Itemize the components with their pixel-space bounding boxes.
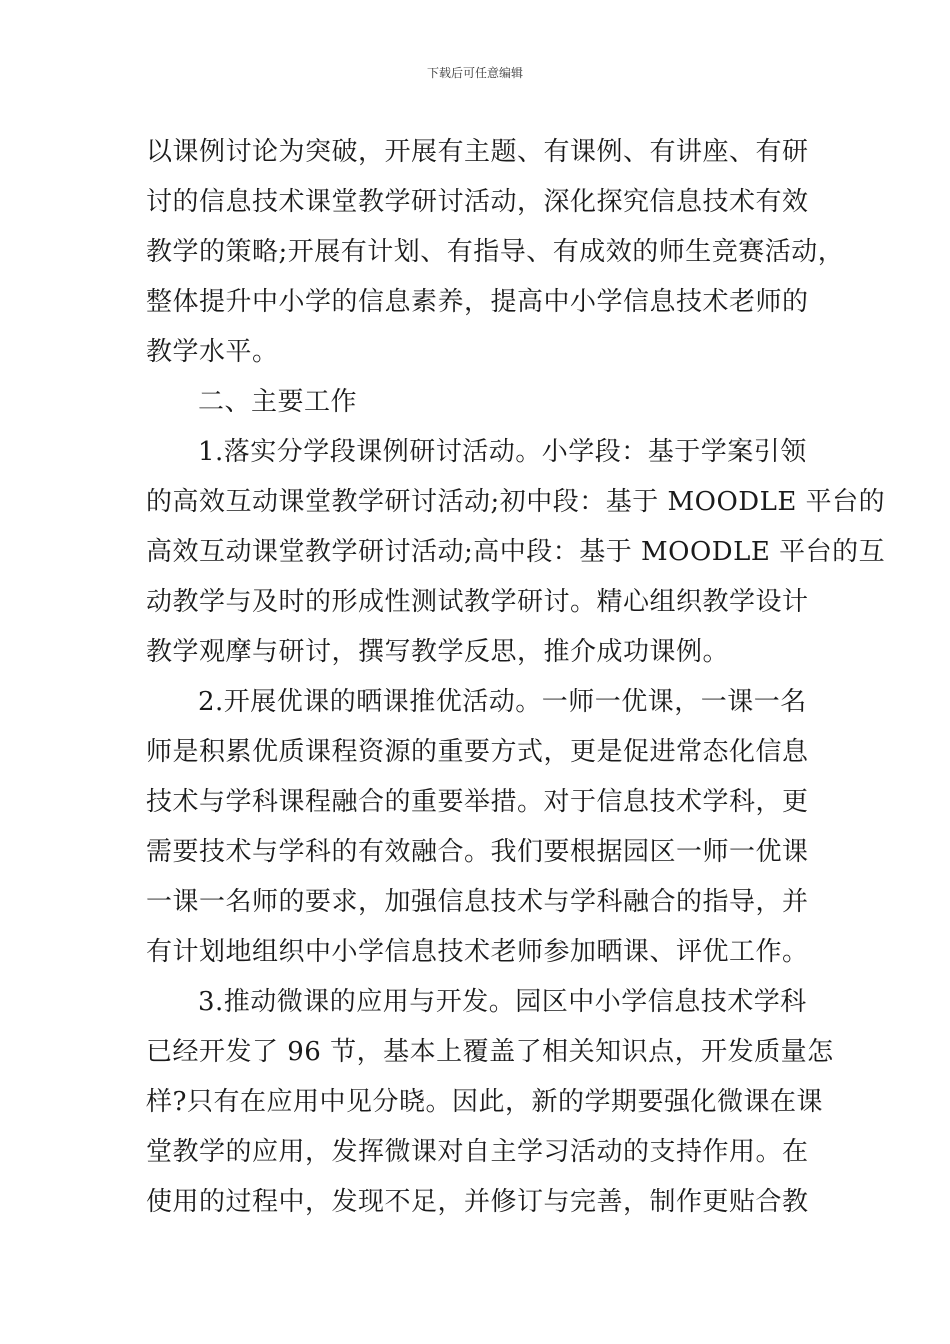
body-line: 教学水平。 — [146, 337, 279, 367]
body-line: 讨的信息技术课堂教学研讨活动，深化探究信息技术有效 — [146, 187, 809, 217]
body-line: 2.开展优课的晒课推优活动。一师一优课，一课一名 — [198, 687, 807, 717]
section-heading: 二、主要工作 — [198, 387, 358, 417]
body-line: 1.落实分学段课例研讨活动。小学段：基于学案引领 — [198, 437, 807, 467]
body-line: 有计划地组织中小学信息技术老师参加晒课、评优工作。 — [146, 937, 809, 967]
body-line: 以课例讨论为突破，开展有主题、有课例、有讲座、有研 — [146, 137, 809, 167]
body-line: 师是积累优质课程资源的重要方式，更是促进常态化信息 — [146, 737, 809, 767]
body-line: 的高效互动课堂教学研讨活动;初中段：基于 MOODLE 平台的 — [146, 487, 886, 517]
body-line: 一课一名师的要求，加强信息技术与学科融合的指导，并 — [146, 887, 809, 917]
body-line: 需要技术与学科的有效融合。我们要根据园区一师一优课 — [146, 837, 809, 867]
body-line: 高效互动课堂教学研讨活动;高中段：基于 MOODLE 平台的互 — [146, 537, 886, 567]
body-line: 动教学与及时的形成性测试教学研讨。精心组织教学设计 — [146, 587, 809, 617]
body-line: 教学观摩与研讨，撰写教学反思，推介成功课例。 — [146, 637, 730, 667]
body-text — [146, 127, 886, 1227]
body-line: 使用的过程中，发现不足，并修订与完善，制作更贴合教 — [146, 1187, 809, 1217]
body-line: 教学的策略;开展有计划、有指导、有成效的师生竞赛活动， — [146, 237, 845, 267]
body-line: 技术与学科课程融合的重要举措。对于信息技术学科，更 — [146, 787, 809, 817]
body-line: 整体提升中小学的信息素养，提高中小学信息技术老师的 — [146, 287, 809, 317]
body-line: 3.推动微课的应用与开发。园区中小学信息技术学科 — [198, 987, 807, 1017]
body-line: 堂教学的应用，发挥微课对自主学习活动的支持作用。在 — [146, 1137, 809, 1167]
body-line: 已经开发了 96 节，基本上覆盖了相关知识点，开发质量怎 — [146, 1037, 834, 1067]
page-header: 下载后可任意编辑 — [426, 66, 523, 80]
body-line: 样?只有在应用中见分晓。因此，新的学期要强化微课在课 — [146, 1087, 823, 1117]
